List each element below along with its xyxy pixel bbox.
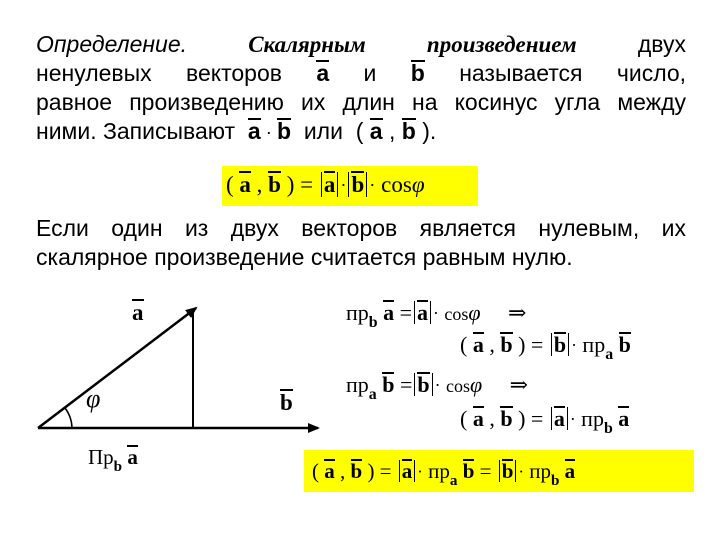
- vector-b: b: [417, 372, 430, 397]
- text-write: ними. Записывают: [36, 118, 236, 144]
- angle-arc: [65, 408, 72, 428]
- term-product: произведением: [426, 32, 577, 57]
- definition-line-2: [36, 59, 686, 88]
- text-called-number: называется число,: [459, 60, 687, 86]
- dot-product-via-proj-a: ( a , b ) = $a \cdot пр_b$ a: [460, 406, 630, 438]
- definition-line-1: [36, 30, 686, 59]
- vector-b: b: [500, 332, 513, 357]
- vector-b: b: [350, 459, 363, 483]
- definition-line-3: равное произведению их длин на косинус угла между: [36, 89, 686, 115]
- vector-a: a: [417, 300, 429, 325]
- vector-a: a: [127, 445, 138, 469]
- cos-text: cos: [444, 304, 469, 324]
- proj-a-on-b: $пр_b$ a = a · cosφ ⇒: [346, 300, 527, 332]
- definition-label: Определение.: [36, 31, 188, 57]
- vector-b: b: [500, 406, 513, 431]
- note-line-2: скалярное произведение считается равным нулю.: [36, 244, 573, 270]
- vector-a: a: [564, 459, 576, 483]
- vector-a: a: [316, 60, 330, 86]
- sub-b: b: [551, 472, 560, 489]
- vector-a: a: [472, 406, 484, 431]
- vector-a-arrow: [38, 308, 196, 428]
- text-two: двух: [637, 31, 686, 57]
- vector-a: a: [324, 459, 335, 483]
- pr-text: пр: [346, 372, 369, 397]
- proj-sub-b: b: [113, 458, 123, 475]
- vector-a: a: [239, 172, 251, 197]
- cos-text: cos: [445, 376, 470, 396]
- definition-line-4: ними. Записывают a · b или ( a , b ).: [36, 118, 437, 144]
- vector-b: b: [553, 332, 567, 357]
- definition-paragraph: [36, 30, 686, 146]
- vector-b: b: [401, 118, 416, 144]
- text-or: или: [303, 118, 343, 144]
- proj-text: Пр: [88, 445, 114, 469]
- vector-a: a: [401, 459, 413, 483]
- combined-formula: ( a , b ) = $a \cdot пр_a$ $b = b \cdot пр_b$ a: [312, 459, 576, 489]
- vector-a: a: [369, 118, 383, 144]
- diagram-projection-label: [88, 444, 138, 480]
- vector-a: a: [553, 406, 565, 431]
- vector-b: b: [410, 60, 425, 86]
- vector-a: a: [132, 300, 144, 325]
- dot-product-via-proj-b: ( a , b ) = $b \cdot пр_a$ b: [460, 332, 631, 364]
- implies-symbol: ⇒: [508, 300, 527, 325]
- vector-b: b: [351, 172, 365, 197]
- proj-b-on-a: $пр_a$ b = b · cosφ ⇒: [346, 372, 529, 404]
- term-scalar: Скалярным: [248, 32, 366, 57]
- phi-symbol: φ: [411, 172, 425, 197]
- pr-text: пр: [529, 459, 551, 483]
- text-nonzero-vectors: ненулевых векторов: [36, 60, 282, 86]
- vector-b: b: [462, 459, 475, 483]
- phi-symbol: φ: [468, 300, 481, 325]
- vector-b: b: [501, 459, 514, 483]
- vector-a: a: [618, 406, 630, 431]
- pr-text: пр: [346, 300, 369, 325]
- vector-b: b: [280, 390, 293, 415]
- vector-b: b: [268, 172, 281, 197]
- cos-text: cos: [381, 172, 412, 197]
- vector-a: a: [383, 300, 395, 325]
- vector-a: a: [472, 332, 484, 357]
- pr-text: пр: [582, 332, 606, 357]
- diagram-label-b: [280, 390, 293, 416]
- vector-b: b: [276, 118, 292, 144]
- phi-symbol: φ: [469, 372, 483, 397]
- sub-b: b: [368, 314, 378, 332]
- sub-a: a: [368, 386, 377, 404]
- pr-text: пр: [581, 406, 604, 431]
- implies-symbol: ⇒: [509, 372, 529, 397]
- note-paragraph: [36, 214, 686, 272]
- sub-a: a: [449, 472, 458, 489]
- vector-a: a: [323, 172, 336, 197]
- sub-b: b: [603, 420, 613, 438]
- text-and: и: [363, 60, 377, 86]
- vector-b: b: [618, 332, 631, 357]
- note-line-1: Если один из двух векторов является нулевым, их: [36, 215, 686, 241]
- vector-b: b: [382, 372, 395, 397]
- sub-a: a: [605, 346, 614, 364]
- main-formula: ( a , b ) = a · b · cosφ: [226, 172, 425, 197]
- vector-a: a: [247, 118, 261, 144]
- diagram-label-a: [132, 300, 144, 326]
- pr-text: пр: [428, 459, 450, 483]
- diagram-angle-phi: φ: [86, 384, 101, 413]
